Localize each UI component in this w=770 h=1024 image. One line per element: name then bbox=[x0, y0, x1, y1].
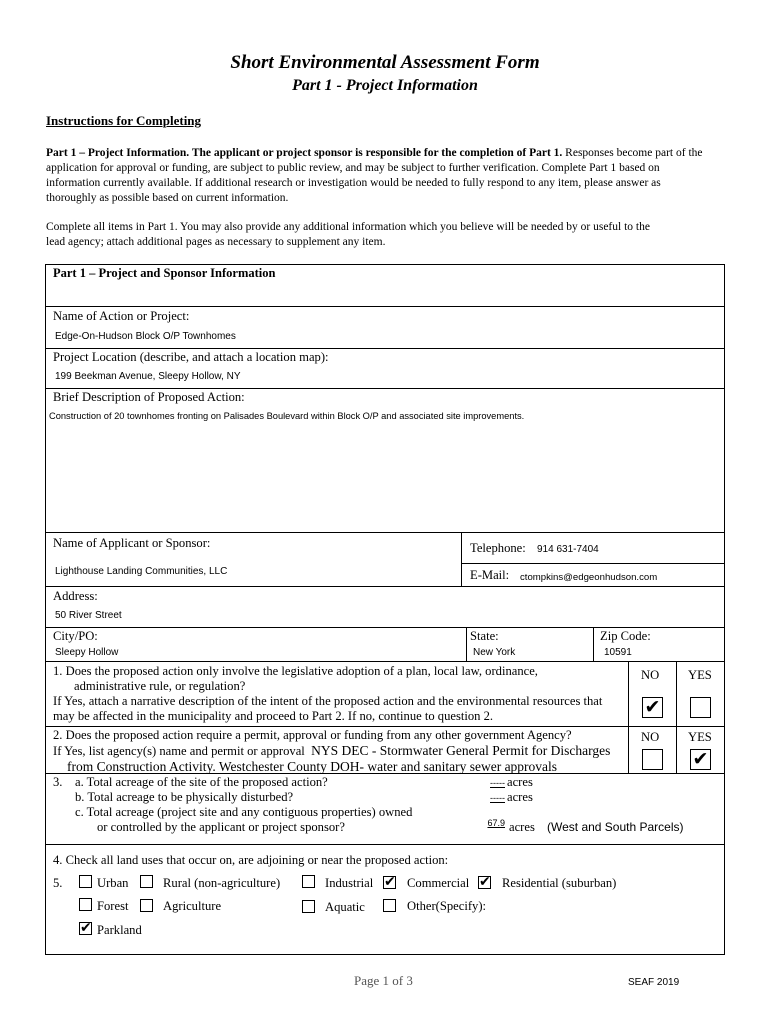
q3c-line2: or controlled by the applicant or project sponsor? bbox=[97, 820, 345, 834]
residential-checkbox[interactable] bbox=[478, 876, 491, 889]
instructions-p1-line4: thoroughly as possible based on current information. bbox=[46, 192, 289, 204]
instructions-heading: Instructions for Completing bbox=[46, 113, 202, 128]
q2-line1: 2. Does the proposed action require a permit, approval or funding from any other government Agency? bbox=[53, 728, 572, 742]
q2-agency-field[interactable]: NYS DEC - Stormwater General Permit for Discharges bbox=[311, 743, 611, 758]
project-location-label: Project Location (describe, and attach a location map): bbox=[53, 350, 329, 364]
commercial-label: Commercial bbox=[407, 876, 470, 890]
applicant-label: Name of Applicant or Sponsor: bbox=[53, 536, 211, 550]
instructions-p1-bold: Part 1 – Project Information. The applicant or project sponsor is responsible for the completion of Part 1. bbox=[46, 147, 563, 159]
instructions-p2-line2: lead agency; attach additional pages as necessary to supplement any item. bbox=[46, 236, 386, 248]
check-icon: ✔ bbox=[384, 874, 396, 890]
rural-checkbox[interactable] bbox=[140, 875, 153, 888]
address-field[interactable]: 50 River Street bbox=[55, 610, 122, 621]
industrial-checkbox[interactable] bbox=[302, 875, 315, 888]
q3c-line1: c. Total acreage (project site and any contiguous properties) owned bbox=[75, 805, 413, 819]
project-location-field[interactable]: 199 Beekman Avenue, Sleepy Hollow, NY bbox=[55, 371, 241, 382]
project-name-field[interactable]: Edge-On-Hudson Block O/P Townhomes bbox=[55, 331, 236, 342]
question-2-text bbox=[53, 728, 610, 774]
agriculture-label: Agriculture bbox=[163, 899, 222, 913]
instructions-p1-line2: application for approval or funding, are subject to public review, and may be subject to further verification. Complete Part 1 based on bbox=[46, 162, 660, 174]
form-id: SEAF 2019 bbox=[628, 977, 680, 988]
q3b-acres-field[interactable]: ----- bbox=[490, 793, 505, 803]
instructions-p1-line3: information currently available. If additional research or investigation would be needed to fully respond to any item, please answer as bbox=[46, 177, 661, 189]
q1-line1: 1. Does the proposed action only involve the legislative adoption of a plan, local law, ordinance, bbox=[53, 664, 538, 678]
industrial-label: Industrial bbox=[325, 876, 374, 890]
q3b-acres-label: acres bbox=[507, 790, 533, 804]
aquatic-label: Aquatic bbox=[325, 900, 365, 914]
city-label: City/PO: bbox=[53, 629, 98, 643]
instructions-p1-line1: Responses become part of the bbox=[562, 147, 703, 159]
q1-line4: may be affected in the municipality and proceed to Part 2. If no, continue to question 2. bbox=[53, 709, 494, 723]
address-label: Address: bbox=[53, 589, 98, 603]
q2-yes-checkbox[interactable] bbox=[690, 749, 711, 770]
agriculture-checkbox[interactable] bbox=[140, 899, 153, 912]
project-description-label: Brief Description of Proposed Action: bbox=[53, 390, 245, 404]
state-label: State: bbox=[470, 629, 499, 643]
form-title: Short Environmental Assessment Form bbox=[230, 52, 540, 73]
q3-text bbox=[75, 775, 412, 835]
telephone-field[interactable]: 914 631-7404 bbox=[537, 544, 599, 555]
parkland-checkbox[interactable] bbox=[79, 922, 92, 935]
check-icon: ✔ bbox=[644, 696, 661, 718]
telephone-label: Telephone: bbox=[470, 541, 526, 555]
other-label: Other(Specify): bbox=[407, 899, 487, 913]
project-name-label: Name of Action or Project: bbox=[53, 309, 190, 323]
state-field[interactable]: New York bbox=[473, 647, 516, 658]
question-1-text bbox=[53, 664, 602, 724]
q5-number: 5. bbox=[53, 876, 63, 890]
q3c-note: (West and South Parcels) bbox=[547, 820, 684, 834]
q1-no-label: NO bbox=[641, 668, 660, 682]
urban-checkbox[interactable] bbox=[79, 875, 92, 888]
q3a-text: a. Total acreage of the site of the proposed action? bbox=[75, 775, 328, 789]
email-field[interactable]: ctompkins@edgeonhudson.com bbox=[520, 572, 658, 583]
instructions-p2-line1: Complete all items in Part 1. You may also provide any additional information which you believe will be needed by or useful to the bbox=[46, 221, 650, 233]
q3c-acres-field[interactable]: 67.9 bbox=[487, 818, 505, 828]
check-icon: ✔ bbox=[479, 874, 491, 890]
q2-no-checkbox[interactable] bbox=[642, 749, 663, 770]
residential-label: Residential (suburban) bbox=[502, 876, 617, 890]
q3b-text: b. Total acreage to be physically disturbed? bbox=[75, 790, 294, 804]
page-number: Page 1 of 3 bbox=[354, 973, 413, 988]
project-description-field[interactable]: Construction of 20 townhomes fronting on Palisades Boulevard within Block O/P and associated site improvements. bbox=[49, 411, 525, 421]
q3c-acres-label: acres bbox=[509, 820, 535, 834]
q1-no-checkbox[interactable] bbox=[642, 697, 663, 718]
q2-line2-label: If Yes, list agency(s) name and permit or approval bbox=[53, 744, 305, 758]
check-icon: ✔ bbox=[692, 748, 709, 770]
rural-label: Rural (non-agriculture) bbox=[163, 876, 281, 890]
q1-yes-label: YES bbox=[688, 668, 712, 682]
section-title: Part 1 – Project and Sponsor Information bbox=[53, 266, 276, 280]
parkland-label: Parkland bbox=[97, 923, 142, 937]
aquatic-checkbox[interactable] bbox=[302, 900, 315, 913]
q1-line2: administrative rule, or regulation? bbox=[74, 679, 246, 693]
commercial-checkbox[interactable] bbox=[383, 876, 396, 889]
check-icon: ✔ bbox=[80, 920, 92, 936]
q3a-acres-label: acres bbox=[507, 775, 533, 789]
q1-yes-checkbox[interactable] bbox=[690, 697, 711, 718]
zip-label: Zip Code: bbox=[600, 629, 651, 643]
q2-yes-label: YES bbox=[688, 730, 712, 744]
q2-no-label: NO bbox=[641, 730, 660, 744]
q4-text: 4. Check all land uses that occur on, are adjoining or near the proposed action: bbox=[53, 853, 449, 867]
urban-label: Urban bbox=[97, 876, 129, 890]
instructions-paragraph-1 bbox=[46, 146, 736, 206]
q3-number: 3. bbox=[53, 775, 63, 789]
q3a-acres-field[interactable]: ----- bbox=[490, 778, 505, 788]
email-label: E-Mail: bbox=[470, 568, 510, 582]
form-subtitle: Part 1 - Project Information bbox=[292, 77, 478, 94]
city-field[interactable]: Sleepy Hollow bbox=[55, 647, 119, 658]
applicant-field[interactable]: Lighthouse Landing Communities, LLC bbox=[55, 566, 228, 577]
instructions-paragraph-2 bbox=[46, 220, 736, 250]
other-checkbox[interactable] bbox=[383, 899, 396, 912]
forest-label: Forest bbox=[97, 899, 129, 913]
q2-agency-field-2[interactable]: from Construction Activity. Westchester County DOH- water and sanitary sewer approvals bbox=[67, 759, 558, 774]
zip-field[interactable]: 10591 bbox=[604, 647, 632, 658]
forest-checkbox[interactable] bbox=[79, 898, 92, 911]
q1-line3: If Yes, attach a narrative description of the intent of the proposed action and the environmental resources that bbox=[53, 694, 603, 708]
